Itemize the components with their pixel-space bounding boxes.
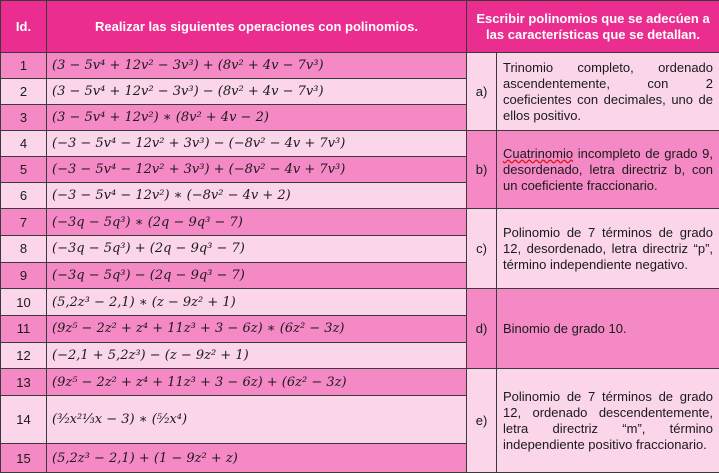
row-id: 1 (1, 53, 47, 79)
row-id: 15 (1, 444, 47, 473)
group-letter: d) (467, 289, 497, 369)
group-letter: e) (467, 369, 497, 473)
row-id: 9 (1, 262, 47, 289)
table-row (1, 131, 719, 157)
table-row (1, 369, 719, 396)
group-description: Trinomio completo, ordenado ascendentemente, con 2 coeficientes con decimales, uno de ellos positivo. (497, 53, 719, 131)
group-description: Binomio de grado 10. (497, 289, 719, 369)
row-expression: (−3 − 5v⁴ − 12v² + 3v³) + (−8v² − 4v + 7v³) (47, 156, 467, 182)
row-expression: (5,2z³ − 2,1) ∗ (z − 9z² + 1) (47, 289, 467, 316)
group-description-rest: incompleto de grado 9, desordenado, letra directriz b, con un coeficiente fraccionario. (503, 145, 714, 193)
header-operations: Realizar las siguientes operaciones con polinomios. (47, 1, 467, 53)
row-id: 4 (1, 131, 47, 157)
row-expression: (9z⁵ − 2z² + z⁴ + 11z³ + 3 − 6z) + (6z² − 3z) (47, 369, 467, 396)
row-expression: (³⁄₂x²¹⁄₃x − 3) ∗ (⁵⁄₂x⁴) (47, 396, 467, 444)
group-letter: c) (467, 209, 497, 289)
group-description-word: Cuatrinomio (503, 145, 574, 161)
row-expression: (9z⁵ − 2z² + z⁴ + 11z³ + 3 − 6z) ∗ (6z² − 3z) (47, 315, 467, 342)
row-id: 8 (1, 235, 47, 262)
row-id: 7 (1, 209, 47, 236)
row-id: 12 (1, 342, 47, 369)
header-id: Id. (1, 1, 47, 53)
row-id: 10 (1, 289, 47, 316)
group-letter: b) (467, 131, 497, 209)
row-expression: (−3q − 5q³) − (2q − 9q³ − 7) (47, 262, 467, 289)
row-expression: (−3q − 5q³) ∗ (2q − 9q³ − 7) (47, 209, 467, 236)
row-expression: (−3q − 5q³) + (2q − 9q³ − 7) (47, 235, 467, 262)
row-id: 13 (1, 369, 47, 396)
row-id: 14 (1, 396, 47, 444)
table-row (1, 289, 719, 316)
row-id: 11 (1, 315, 47, 342)
row-expression: (−3 − 5v⁴ − 12v² + 3v³) − (−8v² − 4v + 7v³) (47, 131, 467, 157)
group-description: Polinomio de 7 términos de grado 12, desordenado, letra directriz “p”, término independiente negativo. (497, 209, 719, 289)
group-description: Polinomio de 7 términos de grado 12, ordenado descendentemente, letra directriz “m”, término independiente positivo fraccionario. (497, 369, 719, 473)
header-row (1, 1, 719, 53)
row-id: 5 (1, 156, 47, 182)
header-write: Escribir polinomios que se adecúen a las características que se detallan. (467, 1, 719, 53)
row-id: 6 (1, 182, 47, 209)
group-letter: a) (467, 53, 497, 131)
group-description (497, 131, 719, 209)
row-expression: (5,2z³ − 2,1) + (1 − 9z² + z) (47, 444, 467, 473)
row-expression: (−2,1 + 5,2z³) − (z − 9z² + 1) (47, 342, 467, 369)
row-expression: (3 − 5v⁴ + 12v²) ∗ (8v² + 4v − 2) (47, 104, 467, 131)
table-row (1, 209, 719, 236)
table-row (1, 53, 719, 79)
row-expression: (3 − 5v⁴ + 12v² − 3v³) + (8v² + 4v − 7v³) (47, 53, 467, 79)
row-expression: (−3 − 5v⁴ − 12v²) ∗ (−8v² − 4v + 2) (47, 182, 467, 209)
row-id: 2 (1, 78, 47, 104)
row-id: 3 (1, 104, 47, 131)
row-expression: (3 − 5v⁴ + 12v² − 3v³) − (8v² + 4v − 7v³) (47, 78, 467, 104)
